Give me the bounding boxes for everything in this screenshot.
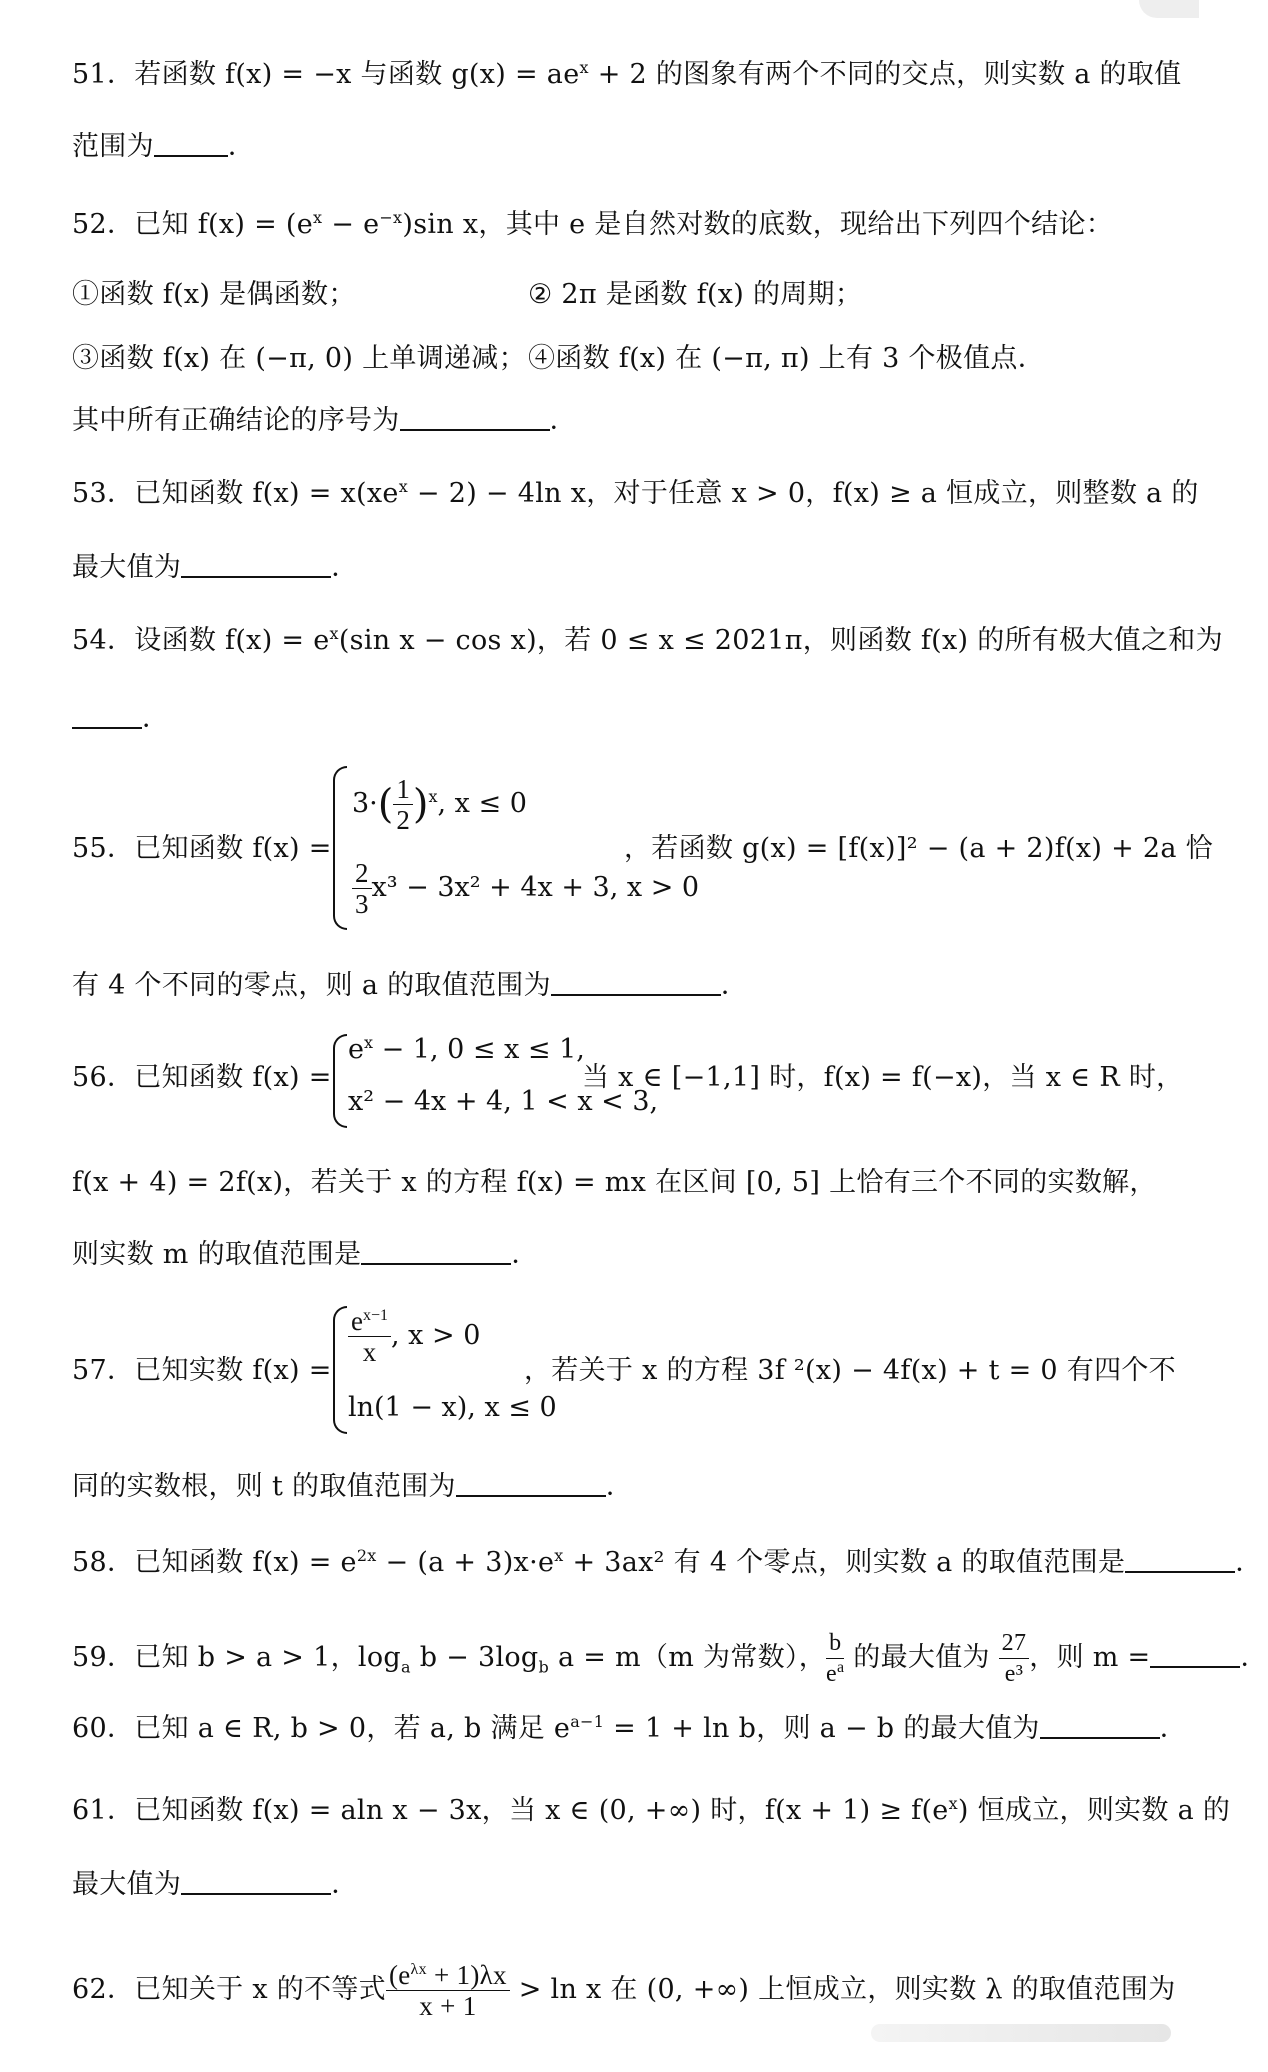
problem-56-pre: 56．已知函数 f(x) =: [72, 1062, 332, 1093]
problem-56-post: 当 x ∈ [−1,1] 时，f(x) = f(−x)，当 x ∈ R 时，: [582, 1062, 1184, 1093]
problem-52-conclusion-2: ② 2π 是函数 f(x) 的周期；: [528, 279, 863, 310]
problem-51-line-2: 范围为 ．: [72, 131, 256, 162]
corner-decoration: [1139, 0, 1199, 18]
problem-55-pre: 55．已知函数 f(x) =: [72, 833, 332, 864]
problem-57-post: ，若关于 x 的方程 3f ²(x) − 4f(x) + t = 0 有四个不: [524, 1355, 1176, 1386]
answer-blank[interactable]: [1125, 1547, 1235, 1573]
problem-57-case-2: ln(1 − x), x ≤ 0: [348, 1392, 557, 1423]
problem-56-case-2: x² − 4x + 4, 1 < x < 3,: [348, 1086, 659, 1117]
answer-blank[interactable]: [72, 703, 142, 729]
answer-blank[interactable]: [181, 1869, 331, 1895]
problem-52-conclusion-4: ④函数 f(x) 在 (−π, π) 上有 3 个极值点．: [528, 343, 1046, 374]
answer-blank[interactable]: [400, 405, 550, 431]
problem-62-line-1: 62．已知关于 x 的不等式 $\frac{(e^{\lambda x} + 1)\lambda x}{x + 1}$ > ln x 在 (0, +∞) 上恒成立，则实数 λ 的取值范围为: [72, 1960, 1176, 2021]
problem-57-line-2: 同的实数根，则 t 的取值范围为 ．: [72, 1471, 634, 1502]
piecewise-brace: [333, 1306, 347, 1434]
problem-61-line-1: 61．已知函数 f(x) = aln x − 3x，当 x ∈ (0, +∞) 时，$f(x + 1) \ge f(e^x)$ 恒成立，则实数 a 的: [72, 1794, 1231, 1826]
problem-54-line-2: ．: [72, 702, 169, 736]
problem-61-line-2: 最大值为 ．: [72, 1869, 359, 1900]
problem-55-case-1: 3·( $\frac{1}{2}$ )$^x$, x ≤ 0: [352, 774, 527, 835]
answer-blank[interactable]: [1040, 1713, 1160, 1739]
problem-56-case-1: $e^x - 1$, 0 ≤ x ≤ 1,: [348, 1033, 585, 1065]
problem-52-line-3: 其中所有正确结论的序号为 ．: [72, 405, 577, 436]
problem-56-line-3: 则实数 m 的取值范围是 ．: [72, 1239, 539, 1270]
problem-55-line-2: 有 4 个不同的零点，则 a 的取值范围为 ．: [72, 970, 749, 1001]
overlay-toolbar-strip: [871, 2024, 1171, 2042]
piecewise-brace: [333, 766, 347, 930]
answer-blank[interactable]: [1150, 1642, 1240, 1668]
problem-57-case-1: $\frac{e^{x-1}}{x}$ , x > 0: [348, 1306, 480, 1367]
problem-53-line-2: 最大值为 ．: [72, 552, 359, 583]
problem-51-line-1: 51．若函数 f(x) = −x 与函数 $g(x) = ae^x + 2$ 的图象有两个不同的交点，则实数 a 的取值: [72, 58, 1182, 90]
answer-blank[interactable]: [154, 131, 228, 157]
answer-blank[interactable]: [456, 1471, 606, 1497]
problem-54-line-1: 54．设函数 $f(x) = e^x(\sin$ x − cos x)，若 0 ≤ x ≤ 2021π，则函数 f(x) 的所有极大值之和为: [72, 624, 1223, 656]
problem-53-line-1: 53．已知函数 $f(x) = x(xe^x - 2) - 4\ln$ x，对于任意 x > 0，f(x) ≥ a 恒成立，则整数 a 的: [72, 477, 1199, 509]
problem-56-line-2: f(x + 4) = 2f(x)，若关于 x 的方程 f(x) = mx 在区间 [0, 5] 上恰有三个不同的实数解，: [72, 1167, 1157, 1198]
problem-52-conclusion-3: ③函数 f(x) 在 (−π, 0) 上单调递减；: [72, 343, 526, 374]
answer-blank[interactable]: [361, 1239, 511, 1265]
problem-57-pre: 57．已知实数 f(x) =: [72, 1355, 332, 1386]
answer-blank[interactable]: [181, 552, 331, 578]
problem-55-post: ，若函数 g(x) = [f(x)]² − (a + 2)f(x) + 2a 恰: [624, 833, 1213, 864]
problem-52-conclusion-1: ①函数 f(x) 是偶函数；: [72, 279, 356, 310]
problem-59-line-1: 59．已知 b > a > 1，$\log_a b - 3\log_b$ a = m（m 为常数）， $\frac{b}{e^a}$ 的最大值为 $\frac{27}{\text{e³}}$ ，则 m = ．: [72, 1630, 1268, 1687]
problem-58-line-1: 58．已知函数 $f(x) = e^{2x} - (a + 3)x\cdot e^x + 3ax^2$ 有 4 个零点，则实数 a 的取值范围是 ．: [72, 1546, 1263, 1578]
answer-blank[interactable]: [551, 970, 721, 996]
problem-55-case-2: $\frac{2}{3}$ x³ − 3x² + 4x + 3, x > 0: [352, 858, 699, 919]
problem-60-line-1: 60．已知 a ∈ R, b > 0，若 a, b 满足 $e^{a-1} = 1 + \ln b$，则 a − b 的最大值为 ．: [72, 1712, 1188, 1744]
piecewise-brace: [333, 1034, 347, 1128]
problem-52-line-1: 52．已知 $f(x) = (e^x - e^{-x})\sin$ x，其中 e 是自然对数的底数，现给出下列四个结论：: [72, 208, 1114, 240]
